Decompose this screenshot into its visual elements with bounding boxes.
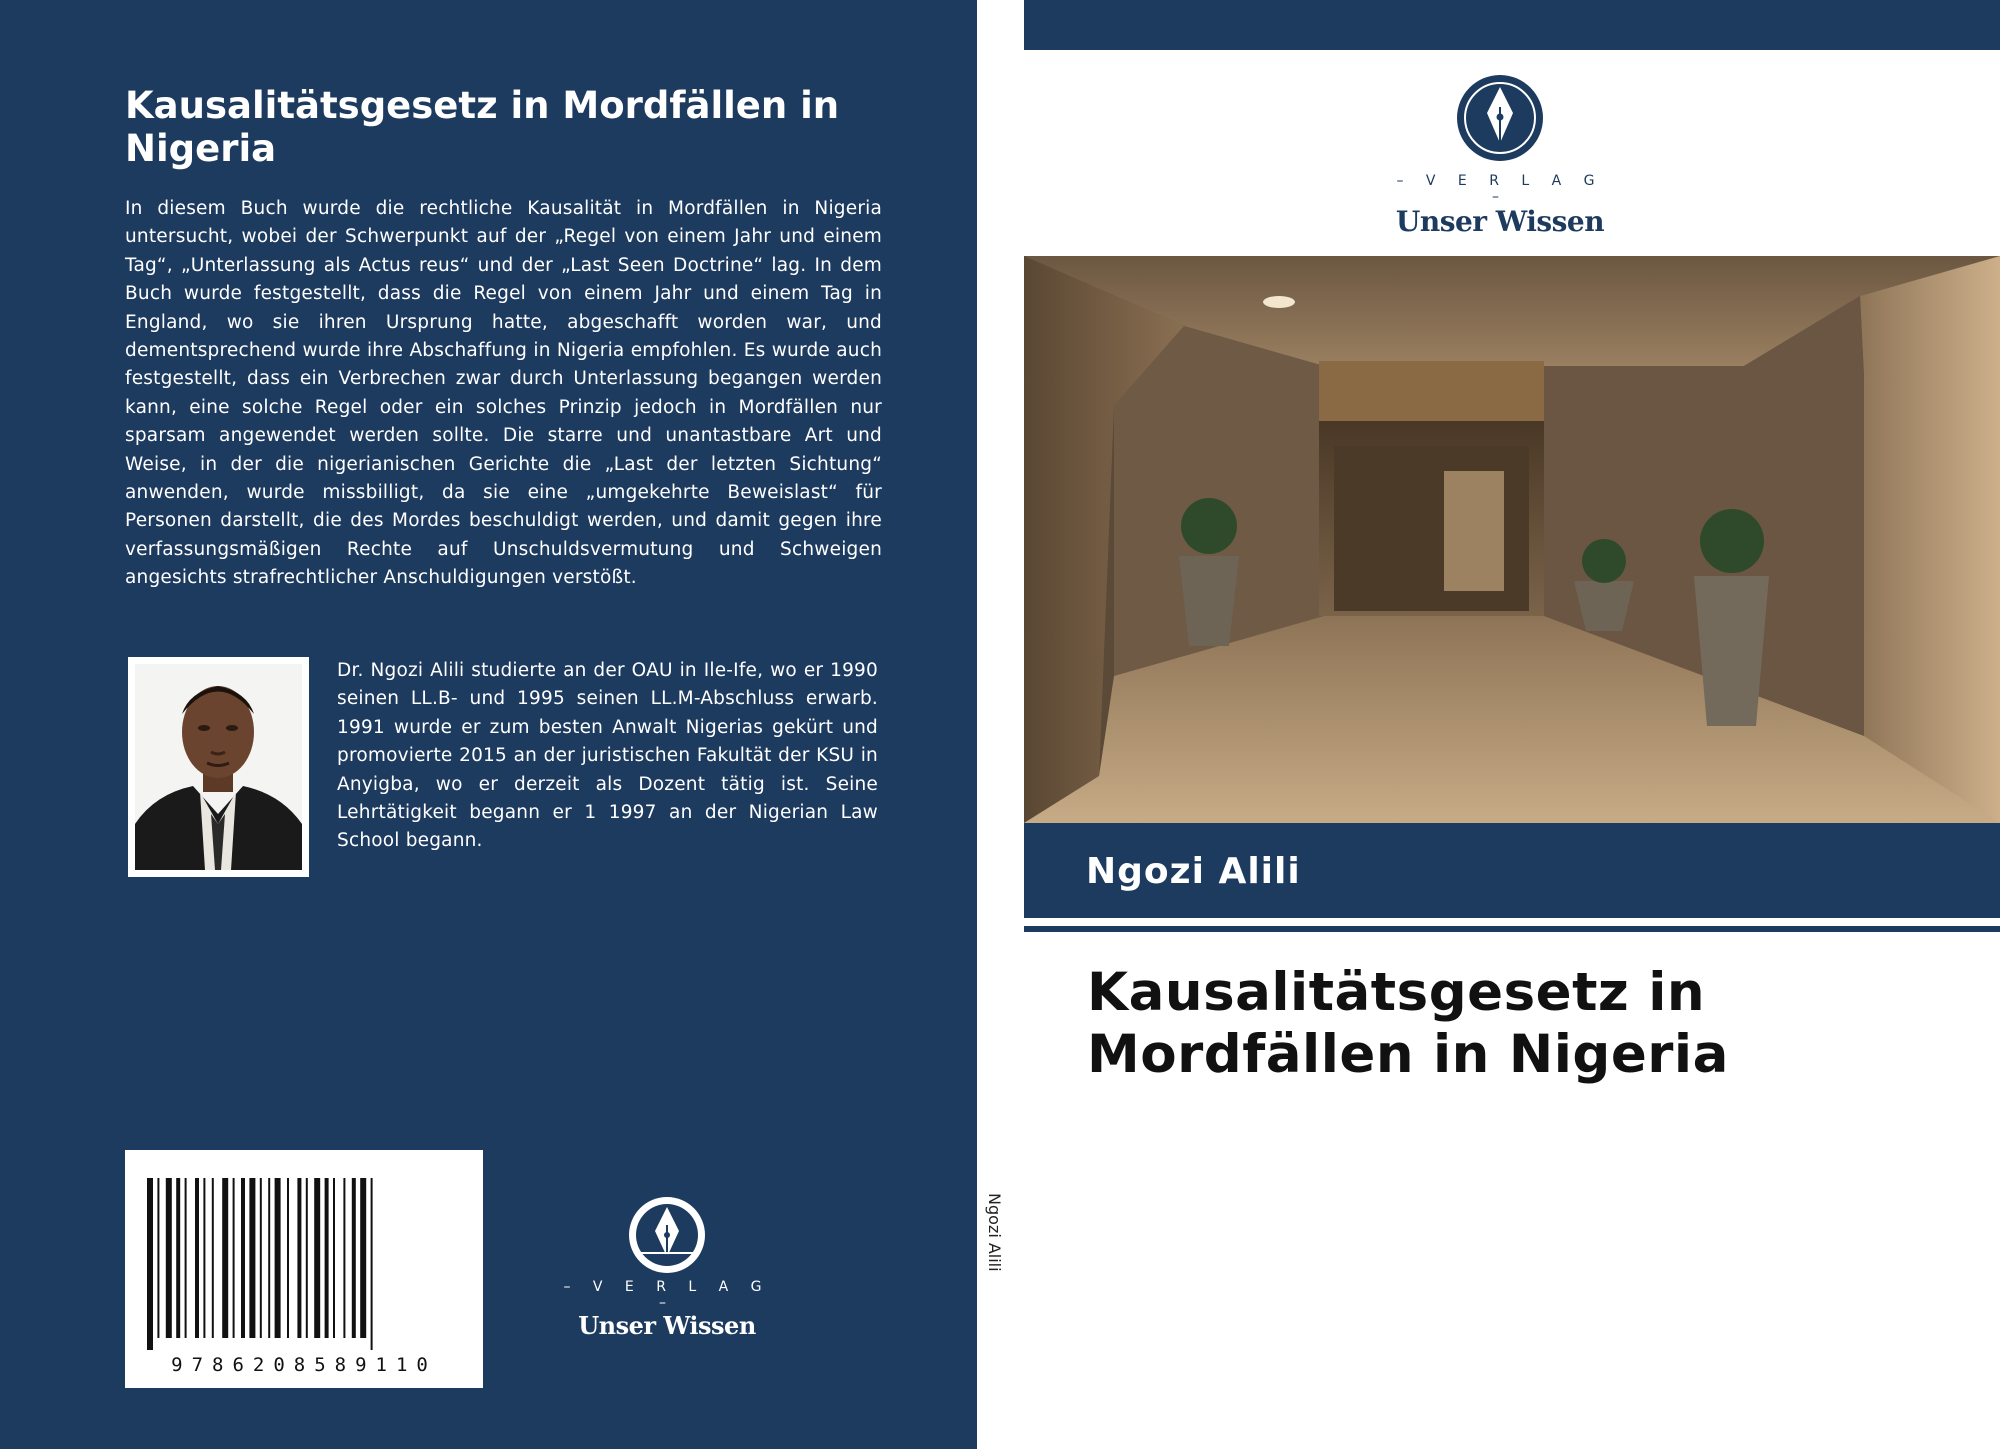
lobby-entrance-image	[1024, 256, 2000, 823]
barcode-bar	[275, 1178, 281, 1338]
barcode-bar	[260, 1178, 262, 1338]
barcode-bar	[222, 1178, 228, 1338]
barcode-bar	[212, 1178, 214, 1338]
barcode-bar	[360, 1178, 366, 1338]
barcode-bar	[233, 1178, 235, 1338]
barcode-bar	[185, 1178, 187, 1338]
front-logo-name: Unser Wissen	[1395, 205, 1605, 238]
barcode-bar	[352, 1178, 356, 1338]
back-cover-title: Kausalitätsgesetz in Mordfällen in Nigeria	[125, 84, 840, 170]
author-band	[1024, 823, 2000, 918]
barcode-bar	[268, 1178, 270, 1338]
barcode-bar	[249, 1178, 255, 1338]
barcode-bar	[147, 1178, 153, 1350]
front-author-name: Ngozi Alili	[1086, 851, 1301, 892]
barcode-bar	[306, 1178, 308, 1338]
front-top-bar	[1024, 0, 2000, 50]
front-cover-title: Kausalitätsgesetz in Mordfällen in Nigeria	[1087, 962, 1729, 1085]
barcode-bar	[297, 1178, 301, 1338]
barcode-bar	[314, 1178, 320, 1338]
barcode-bar	[203, 1178, 205, 1338]
isbn-digits: 9786208589110	[171, 1354, 437, 1376]
back-cover-blurb: In diesem Buch wurde die rechtliche Kausalität in Mordfällen in Nigeria untersucht, wobei der Schwerpunkt auf der „Regel von einem Jahr und einem Tag“, „Unterlassung als Actus reus“ und der „Last Seen Doctrine“ lag. In dem Buch wurde festgestellt, dass die Regel von einem Jahr und einem Tag in England, wo sie ihren Ursprung hatte, abgeschafft worden war, und dementsprechend wurde ihre Abschaffung in Nigeria empfohlen. Es wurde auch festgestellt, dass ein Verbrechen zwar durch Unterlassung begangen werden kann, eine solche Regel oder ein solches Prinzip jedoch in Mordfällen nur sparsam angewendet werden sollte. Die starre und unantastbare Art und Weise, in der die nigerianischen Gerichte die „Last der letzten Sichtung“ anwenden, wurde missbilligt, da sie eine „umgekehrte Beweislast“ für Personen darstellt, die des Mordes beschuldigt werden, und damit gegen ihre verfassungsmäßigen Rechte auf Unschuldsvermutung und Schweigen angesichts strafrechtlicher Anschuldigungen verstößt.	[125, 198, 882, 589]
title-divider	[1024, 926, 2000, 932]
fountain-pen-nib-icon	[627, 1195, 707, 1275]
spine-author: Ngozi Alili	[985, 1193, 1004, 1272]
back-logo-name: Unser Wissen	[578, 1311, 756, 1340]
back-publisher-logo	[555, 1195, 779, 1340]
barcode-bar	[176, 1178, 180, 1338]
barcode-bar	[157, 1178, 159, 1338]
barcode-bar	[333, 1178, 335, 1338]
back-logo-verlag: – V E R L A G –	[563, 1279, 771, 1311]
barcode-bar	[371, 1178, 373, 1350]
barcode-bar	[195, 1178, 199, 1338]
barcode-bar	[166, 1178, 172, 1338]
barcode-bar	[343, 1178, 345, 1338]
back-cover	[0, 0, 977, 1449]
front-logo-verlag: – V E R L A G –	[1396, 173, 1604, 205]
front-publisher-logo	[1390, 73, 1610, 238]
barcode-bars	[125, 1150, 483, 1350]
barcode-bar	[325, 1178, 329, 1338]
author-portrait-image	[135, 664, 302, 870]
author-photo	[128, 657, 309, 877]
isbn-barcode	[125, 1150, 483, 1388]
barcode-bar	[241, 1178, 245, 1338]
fountain-pen-nib-icon	[1455, 73, 1545, 163]
front-cover-photo	[1024, 256, 2000, 823]
author-bio: Dr. Ngozi Alili studierte an der OAU in Ile-Ife, wo er 1990 seinen LL.B- und 1995 seinen LL.M-Abschluss erwarb. 1991 wurde er zum besten Anwalt Nigerias gekürt und promovierte 2015 an der juristischen Fakultät der KSU in Anyigba, wo er derzeit als Dozent tätig ist. Seine Lehrtätigkeit begann er 1 1997 an der Nigerian Law School begann.	[337, 660, 878, 852]
barcode-bar	[287, 1178, 289, 1338]
